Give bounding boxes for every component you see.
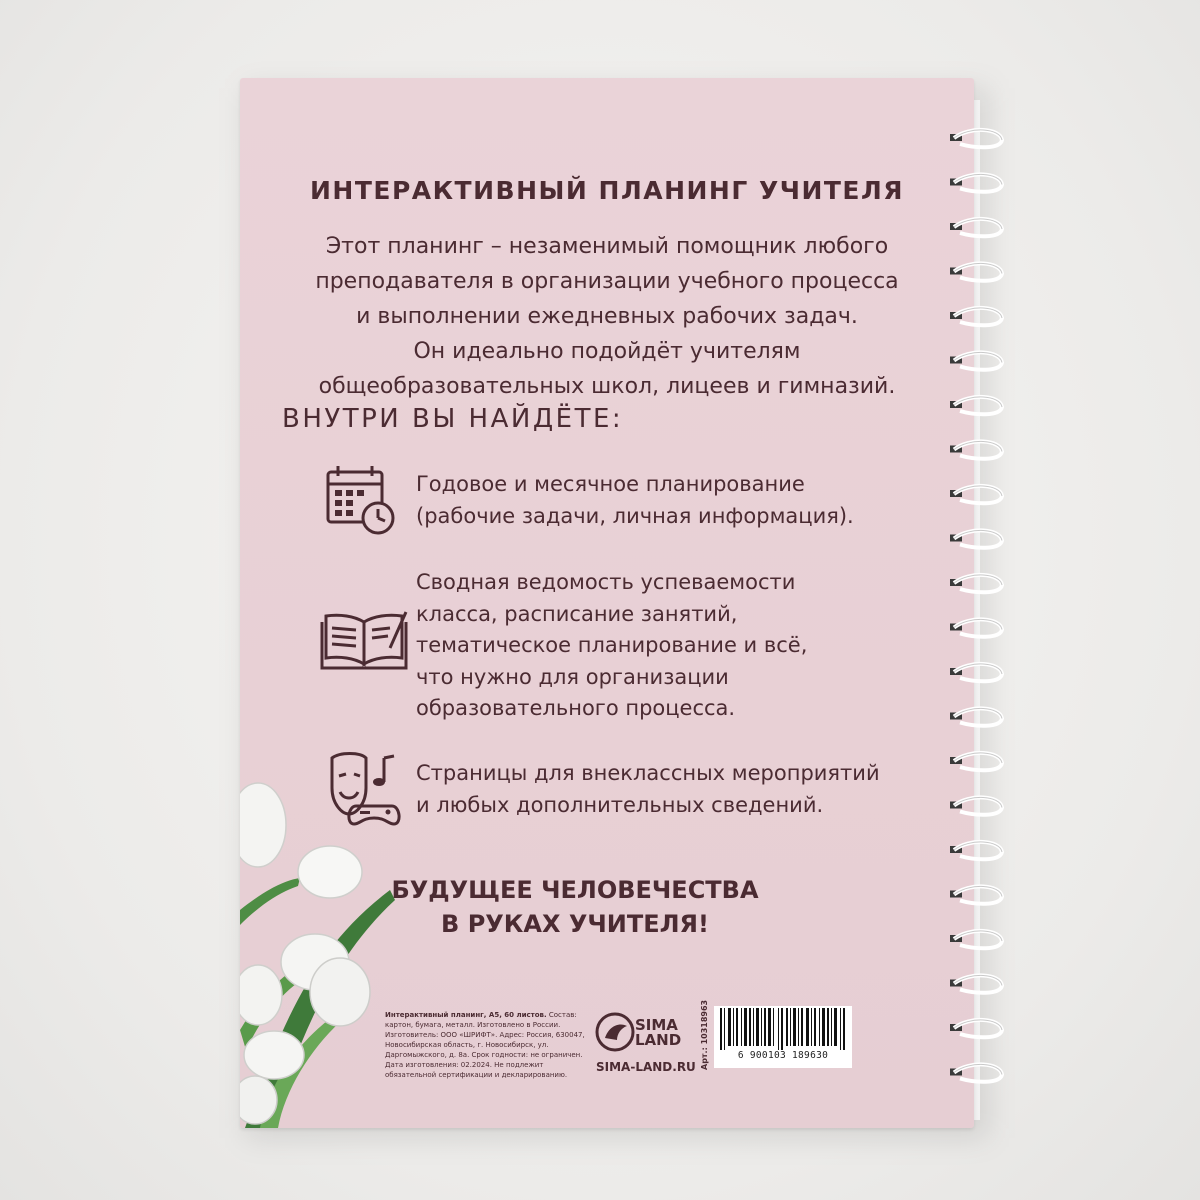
intro-line: и выполнении ежедневных рабочих задач. <box>356 304 858 329</box>
spiral-coil <box>950 1064 1002 1081</box>
spiral-coil <box>950 174 1002 191</box>
spiral-coil <box>950 886 1002 903</box>
spiral-coil <box>950 263 1002 280</box>
spiral-binding <box>940 120 1020 1110</box>
spiral-coil <box>950 308 1002 325</box>
slogan-line: БУДУЩЕЕ ЧЕЛОВЕЧЕСТВА <box>391 876 759 904</box>
spiral-coil <box>950 753 1002 770</box>
spiral-coil <box>950 797 1002 814</box>
feature-line: тематическое планирование и всё, <box>416 633 808 657</box>
intro-text <box>240 229 974 404</box>
slogan-line: В РУКАХ УЧИТЕЛЯ! <box>441 910 709 938</box>
barcode-bars <box>714 1006 852 1050</box>
inside-heading: ВНУТРИ ВЫ НАЙДЁТЕ: <box>282 404 624 434</box>
cover-title: ИНТЕРАКТИВНЫЙ ПЛАНИНГ УЧИТЕЛЯ <box>309 176 905 205</box>
feature-line: и любых дополнительных сведений. <box>416 792 824 817</box>
feature-line: Сводная ведомость успеваемости <box>416 570 796 594</box>
spiral-coil <box>950 842 1002 859</box>
spiral-coil <box>950 486 1002 503</box>
spiral-coil <box>950 619 1002 636</box>
spiral-coil <box>950 530 1002 547</box>
feature-line: (рабочие задачи, личная информация). <box>416 503 854 528</box>
feature-line: что нужно для организации <box>416 664 729 689</box>
intro-line: Этот планинг – незаменимый помощник любого <box>325 234 889 259</box>
feature-extracurricular <box>416 758 880 821</box>
barcode-number: 6 900103 189630 <box>737 1050 829 1061</box>
brand-line: SIMA <box>635 1016 678 1034</box>
product-name: Интерактивный планинг, А5, 60 листов. <box>385 1011 547 1019</box>
spiral-coil <box>950 664 1002 681</box>
spiral-coil <box>950 931 1002 948</box>
feature-line: Страницы для внеклассных мероприятий <box>416 761 880 785</box>
legal-text: Состав: картон, бумага, металл. Изготовлено в России. Изготовитель: ООО «ШРИФТ». Адрес: Россия, 630047, Новосибирская область, г. Новосибирск, ул. Даргомыжского, д. 8а. Срок годности: не ограничен. Дата изготовления: 02.2024. Не подлежит обязательной сертификации и декларированию. <box>385 1011 585 1079</box>
spiral-coil <box>950 219 1002 236</box>
feature-book <box>416 567 807 725</box>
spiral-coil <box>950 1020 1002 1037</box>
article-number: Арт.: 10318963 <box>700 999 709 1070</box>
feature-line: образовательного процесса. <box>416 696 736 720</box>
intro-line: Он идеально подойдёт учителям <box>413 339 801 364</box>
brand-name <box>635 1018 681 1048</box>
spiral-coil <box>950 708 1002 725</box>
calendar-clock-icon <box>322 462 398 538</box>
feature-line: Годовое и месячное планирование <box>416 472 805 496</box>
intro-line: преподавателя в организации учебного процесса <box>315 269 899 294</box>
brand-line: LAND <box>635 1031 682 1049</box>
feature-calendar <box>416 469 854 532</box>
spiral-coil <box>950 397 1002 414</box>
spiral-coil <box>950 975 1002 992</box>
slogan <box>330 873 820 941</box>
brand-website: SIMA-LAND.RU <box>596 1060 696 1074</box>
spiral-coil <box>950 441 1002 458</box>
spiral-coil <box>950 575 1002 592</box>
spiral-coil <box>950 130 1002 147</box>
intro-line: общеобразовательных школ, лицеев и гимназий. <box>318 374 896 399</box>
sima-land-logo-icon <box>595 1010 635 1054</box>
open-book-pen-icon <box>318 610 410 674</box>
legal-info <box>385 1010 585 1080</box>
feature-line: класса, расписание занятий, <box>416 601 738 626</box>
spiral-coil <box>950 352 1002 369</box>
theater-mask-gamepad-icon <box>326 748 406 830</box>
